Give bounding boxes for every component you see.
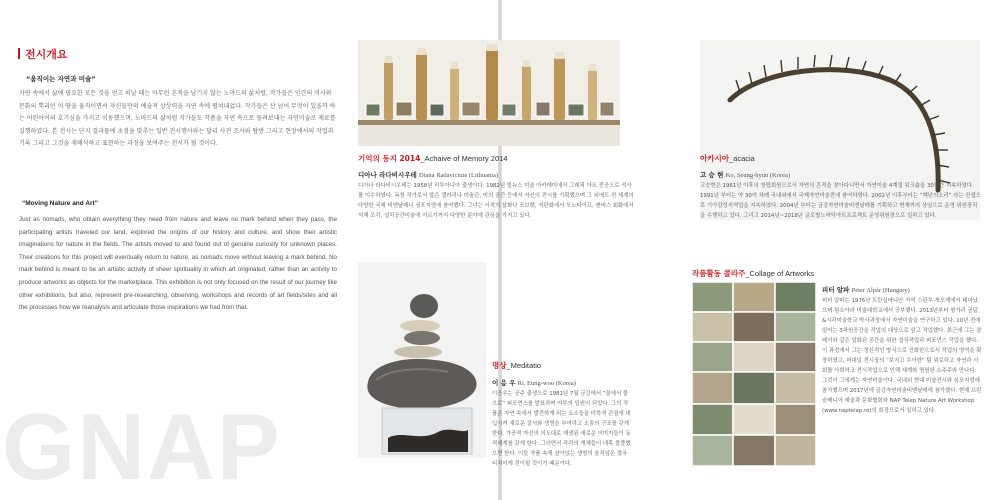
title-bar-mark <box>18 48 20 59</box>
section-title <box>18 46 68 62</box>
artwork-title-en: _Meditatio <box>506 361 542 370</box>
artist-name-ko: 피터 알파 <box>822 286 850 294</box>
artwork-title-en: _acacia <box>728 154 755 163</box>
artwork-description: 피터 알파는 1976년 트란실바니안 지역 스판투 게오게에서 태어났으며 팀소아라 미술대학교에서 공부했다. 2013년부터 형가리 곰덤&시각미술학교 박사과정에서 자연미술을 연구하고 있다. 10년 전에 일어는 3차원공간을 작업의 대상으로 삼고 작업했다. 최근에 그는 클레이와 같은 일회된 공간을 위한 설치작업과 퍼포먼스 작업을 했다. 이 과정에서 그는 정신적인 방식으로 진화한으로서 작업의 영역을 확장하였고, 머대널 전시장의 “보지고 우아한” 팀 위로하고 자연과 사회를 사회하고 전시작업으로 인해 세계와 명원한 소주주와 만나다. 그것이 그에게는 자연미술이다. 국내외 현대 미술전시와 심포지엄에 참가했으며 2017년에 금강자연미술비엔날레에 참가했다. 현재 프린슬베니아 예술과 문화협회와 NAP Telep Nature Art Workshop (www.naptelep.ro)의 회장으로서 일하고 있다. <box>822 298 982 414</box>
artist-name <box>358 170 498 179</box>
paragraph-en: Just as nomads, who obtain everything they need from nature and leave no mark behind when they pass, the participating artists traveled our land, explored the origins of our history and culture, and show their artistic imaginations for nature in the fields. The artists moved to and found out of genuine curiosity for unknown places. Their creations for this project will eventually return to nature, as nomads move without leaving a mark behind. No mark behind is meant to be an artistic activity of sheer spirituality in which art originated, rather than an activity to produce artworks as objects for the marketplace. This exhibition is not only focused on the result of our journey like other exhibitions, but also, represent pre-researching, observing, workshops and records of art fields/sites and all the processes how we reanalysis and articulate those inspirations we had from that. <box>19 216 337 312</box>
artist-name-en: Ko, Seung-hyun (Korea) <box>725 172 791 179</box>
artist-name-en: Peter Alpár (Hungary) <box>851 287 910 294</box>
artist-name <box>822 285 910 294</box>
subtitle-ko: “움직이는 자연과 미술” <box>26 75 96 83</box>
artwork-title <box>492 360 541 371</box>
artwork-description: 디아나 라다비시우테는 1958년 리투아니아 출생이다. 1982년 빌뉴스 미술 아카데미에서 그래픽 아트 전공으로 석사를 이수하였다. 독창 작가로서 많은 갤러리나 미술관, 미의 공간 등에서 자신의 전시를 기획했으며 그 외에도 전 세계의 다양한 국제 비엔날레나 심포지엄에 참여했다. 그녀는 서적의 삽화나 포브렛, 석판화에서 모노타이프, 캔버스 회화에서 석재 조각, 설치공간미술에 이르기까지 다양한 분야에 관심을 가지고 있다. <box>358 183 634 219</box>
artwork-title <box>692 268 814 279</box>
artist-name-ko: 디아나 라다비시우테 <box>358 171 417 179</box>
subtitle-en: “Moving Nature and Art” <box>22 200 98 207</box>
artwork-title <box>700 153 755 164</box>
artwork-title-en: _Collage of Artworks <box>745 269 815 278</box>
section-title-text: 전시개요 <box>25 48 68 61</box>
watermark: GNAP <box>2 394 282 499</box>
artwork-title-ko: 명상 <box>492 361 507 370</box>
artist-name <box>492 378 576 387</box>
artwork-description: 고승현은 1961년 이후의 창립회원으로서 자연의 흔적을 찾아다니면서 자연미술 4계절 워크숍을 30년간 지속하였다. 1991년 부터는 약 30여 차례 국내외에서 국제자연미술전에 참여하였다. 2002년 이후부터는 “백년의소리” 라는 컨셉으로 기아감성지역업을 지속하였다. 2004년 부터는 금강자연미술비엔날레를 기획하고 현재까지 상임으로 운영 위원장직을 수행하고 있다. 그리고 2014년~2018년 글로벌노마딕아트프로젝트 운영위원장으로 일하고 있다. <box>700 183 981 219</box>
artist-name-ko: 이 응 우 <box>492 379 516 387</box>
artist-name <box>700 170 790 179</box>
paragraph-ko: 자연 속에서 삶에 필요한 모든 것을 얻고 떠날 때는 아무런 흔적을 남기지 않는 노마드의 삶처럼, 작가들은 인간의 역사와 문화의 뿌리인 이 땅을 움직이면서 자신들만의 예술적 상상력을 자연 속에 펼쳐내었다. 작가들은 산 넘어 무엇이 있을까 하는 어린아이의 호기심을 가지고 이동했으며, 노마드의 삶처럼 작가들도 작품을 자연 속으로 돌려보내는 자연미술로 재료를 실행하였다. 본 전시는 단지 결과물에 초점을 맞추는 일반 전시행사와는 달리 사전 조사와 탐방 그리고 현장에서의 작업과 기록 그리고 그것을 재해석하고 표현하는 과정을 보여주는 전시가 될 것이다. <box>19 90 336 148</box>
artwork-title <box>358 153 507 164</box>
artwork-photo-collage <box>692 282 816 466</box>
collage-grid <box>692 282 816 466</box>
artist-name-en: Diana Radaviciute (Lithuania) <box>419 172 499 179</box>
stones-illustration <box>358 262 486 458</box>
artwork-title-ko: 아카시아 <box>700 154 729 163</box>
artwork-title-ko: 작품활동 콜라주 <box>692 269 746 278</box>
artwork-photo-bottles <box>358 40 620 146</box>
artwork-title-ko: 기억의 동지 2014 <box>358 154 421 163</box>
artist-name-ko: 고 승 현 <box>700 171 724 179</box>
bottles-illustration <box>358 40 620 146</box>
artist-name-en: Ri, Eung-woo (Korea) <box>517 380 576 387</box>
artwork-description: 이응우는 공주 출생으로 1981년 7월 금강에서 “물에서 물으로” 퍼포먼스를 발표하며 야투의 일원이 되었다. 그의 작품은 자연 속에서 발견하게 되는 요소들을 미학적 관점에 대입시켜 새로운 질서와 생명을 부여하고 소통의 구조를 갖게 한다. 가공적 자신의 의도대로 재생된 새로운 이미지들이 동적세계를 갖게 한다. 그러면서 각각의 개체들이 대목 풀풀했으면 한다. 이들 작품 속에 살아있는 생명의 움직임은 결국 티치어게 전이될 것이기 때문이다. <box>492 391 631 467</box>
artwork-title-en: _Achaive of Memory 2014 <box>420 154 508 163</box>
artwork-photo-stones <box>358 262 486 458</box>
